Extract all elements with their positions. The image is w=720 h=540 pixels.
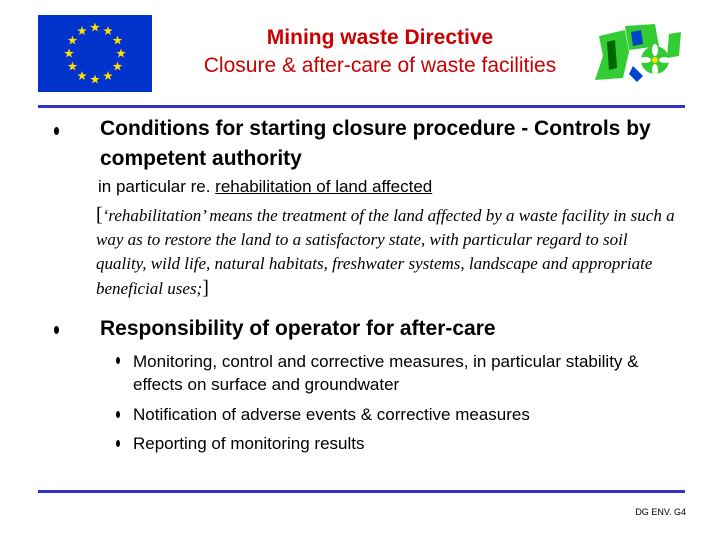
definition-text: ‘rehabilitation’ means the treatment of the land affected by a waste facility in such a way as to restore the land to a satisfactory state, with particular regard to soil quality, wild life, natural habitats, freshwater systems, landscape and appropriate beneficial uses;	[96, 206, 675, 298]
title-line-1: Mining waste Directive	[266, 26, 494, 49]
sub-bullet-icon	[116, 440, 120, 447]
bullet-icon	[54, 326, 59, 334]
top-divider	[38, 105, 685, 108]
title-line-2: Closure & after-care of waste facilities	[203, 54, 557, 77]
sub-bullet-icon	[116, 411, 120, 418]
bottom-divider	[38, 490, 685, 493]
life-program-logo-icon	[585, 16, 688, 88]
sub-bullet-monitoring: Monitoring, control and corrective measures, in particular stability & effects on surface and groundwater	[133, 352, 639, 394]
slide-title	[160, 24, 600, 80]
eu-flag-icon	[38, 15, 152, 92]
sub-bullet-notification: Notification of adverse events & corrective measures	[133, 405, 530, 424]
subline-prefix: in particular re.	[98, 177, 216, 196]
rehabilitation-subline	[98, 176, 432, 198]
bullet-icon	[54, 127, 59, 135]
bullet-operator-responsibility: Responsibility of operator for after-care	[100, 317, 496, 340]
rehabilitation-definition	[96, 203, 676, 301]
quote-close-bracket: ]	[202, 277, 209, 299]
sub-bullet-icon	[116, 357, 120, 364]
quote-open-bracket: [	[96, 204, 103, 226]
footer-label: DG ENV. G4	[635, 507, 686, 517]
rehabilitation-underlined: rehabilitation of land affected	[215, 177, 433, 196]
sub-bullet-reporting: Reporting of monitoring results	[133, 434, 365, 453]
bullet-conditions-closure: Conditions for starting closure procedure - Controls by competent authority	[100, 117, 651, 170]
